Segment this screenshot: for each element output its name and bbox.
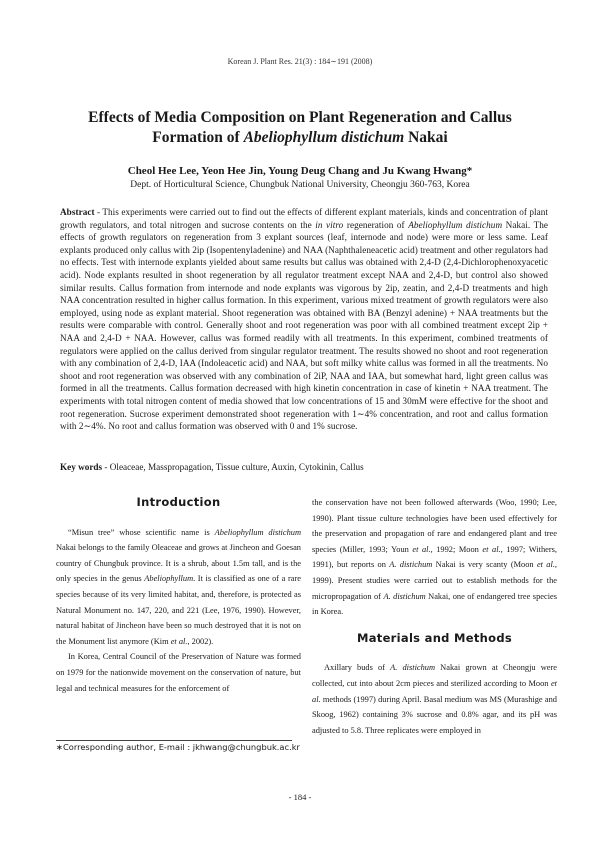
footnote-divider	[56, 740, 292, 741]
methods-text: Axillary buds of	[324, 663, 391, 673]
keywords-text: - Oleaceae, Masspropagation, Tissue culture, Auxin, Cytokinin, Callus	[102, 462, 364, 472]
intro-paragraph-2: In Korea, Central Council of the Preservation of Nature was formed on 1979 for the nationwide movement on the conservation of nature, but legal and technical measures for the enforcement of	[56, 652, 301, 693]
cont-italic: et al.	[412, 544, 431, 554]
cont-italic: A. distichum	[389, 560, 433, 570]
paper-title	[50, 108, 550, 148]
cont-text: the conservation have not been followed afterwards (Woo, 1990; Lee, 1990). Plant tissue culture technologies have been used effectively for the preservation and propagation of rare and endangered plant and tree species (Miller, 1993; Youn	[312, 498, 557, 554]
cont-text: , 1999). Present studies were carried out to establish methods for the micropropagation of	[312, 560, 558, 601]
cont-text: Nakai is very scanty (Moon	[432, 560, 537, 570]
intro-text: , 2002).	[187, 636, 214, 646]
authors: Cheol Hee Lee, Yeon Hee Jin, Young Deug Chang and Ju Kwang Hwang*	[127, 165, 473, 177]
methods-italic: A. distichum	[390, 663, 436, 673]
methods-text: methods (1997) during April. Basal medium was MS (Murashige and Skoog, 1962) containing 3% sucrose and 0.8% agar, and its pH was adjusted to 5.8. Three replicates were employed in	[312, 694, 557, 735]
abstract-italic-1: in vitro	[315, 219, 344, 230]
cont-italic: et al.	[536, 560, 555, 570]
left-column	[56, 495, 301, 696]
title-line-2-suffix: Nakai	[404, 129, 448, 146]
intro-text: . It is classified as one of a rare species because of its very limited habitat, and, therefore, is protected as Natural Monument no. 147, 220, and 221 (Lee, 1976, 1990). However, natural habitat of Jincheon have been so much destroyed that it is not on the Monument list anymore (Kim	[56, 574, 301, 646]
methods-italic: et al.	[312, 678, 557, 704]
page-number: - 184 -	[288, 792, 312, 802]
intro-text: Nakai belongs to the family Oleaceae and grows at Jincheon and Goesan country of Chungbuk province. It is a shrub, about 1.5m tall, and is the only species in the genus	[56, 543, 301, 584]
corresponding-author-footnote: ∗Corresponding author, E-mail : jkhwang@chungbuk.ac.kr	[56, 742, 300, 752]
title-line-2-prefix: Formation of	[152, 129, 244, 146]
cont-text: , 1992; Moon	[430, 544, 483, 554]
intro-text: “Misun tree” whose scientific name is	[68, 527, 215, 537]
title-species: Abeliophyllum distichum	[243, 129, 405, 146]
intro-italic: et al.	[170, 636, 188, 646]
abstract-italic-2: Abeliophyllum distichum	[408, 219, 503, 230]
abstract-text-1: - This experiments were carried out to find out the effects of different explant materials, kinds and concentration of plant growth regulators, and total nitrogen and sucrose contents on the	[60, 207, 548, 230]
cont-text: , 1997; Withers, 1991), but reports on	[312, 544, 558, 570]
abstract-text-3: Nakai. The effects of growth regulators on regeneration from 3 explant sources (leaf, internode and node) were more or less same. Leaf explants produced only callus with 2ip (Isopentenyladenine) and NAA (Naphthaleneacetic acid) treatment and other regulators had no effects. Test with internode explants yielded about same results but callus was obtained with 2,4-D (2,4-Dichlorophenoxyacetic acid). Node explants resulted in shoot regeneration by all regulator treatment except NAA and 2,4-D, but control also showed similar results. Callus formation from internode and node explants was vigorous by 2ip, zeatin, and 2,4-D treatments and high NAA concentration resulted in higher callus formation. In this experiment, various mixed treatment of growth regulators were also employed, using node as explant material. Shoot regeneration was obtained with BA (Benzyl adenine) + NAA treatments but the results were comparable with control. Generally shoot and root regeneration was poor with all combined treatment except 2ip + NAA and 2,4-D + NAA. However, callus was formed readily with all treatments. In this experiment, combined treatments of regulators were applied on the callus derived from singular regulator treatment. The results showed no shoot and root regeneration with any combination of 2,4-D, IAA (Indoleacetic acid) and NAA, but soft milky white callus was formed in all the treatments. No shoot and root regeneration was observed with any combination of 2iP, NAA and IAA, but somewhat hard, light green callus was formed in all the treatments. Callus formation decreased with high kinetin concentration in case of kinetin + NAA treatment. The experiments with total nitrogen content of media showed that low concentrations of 15 and 30mM were effective for the shoot and root regeneration. Sucrose experiment demonstrated shoot regeneration with 1∼4% concentration, and root and callus formation with 2∼4%. No root and callus formation was observed with 0 and 1% sucrose.	[60, 219, 549, 432]
cont-text: Nakai, one of endangered tree species in Korea.	[312, 591, 557, 617]
journal-reference: Korean J. Plant Res. 21(3) : 184∼191 (2008)	[227, 57, 373, 66]
right-column	[312, 495, 557, 738]
cont-italic: et al.	[482, 544, 501, 554]
methods-paragraph-1	[312, 660, 557, 738]
methods-text: Nakai grown at Cheongju were collected, cut into about 2cm pieces and sterilized according to Moon	[312, 663, 558, 688]
abstract	[60, 206, 548, 433]
introduction-heading: Introduction	[136, 495, 221, 509]
cont-italic: A. distichum	[383, 591, 426, 601]
intro-italic: Abeliophyllum	[144, 574, 194, 584]
methods-heading: Materials and Methods	[356, 630, 513, 645]
abstract-label: Abstract	[60, 207, 95, 217]
intro-paragraph-1	[56, 525, 301, 650]
title-line-1: Effects of Media Composition on Plant Regeneration and Callus	[88, 109, 512, 126]
affiliation: Dept. of Horticultural Science, Chungbuk National University, Cheongju 360-763, Korea	[130, 180, 470, 190]
keywords-label: Key words	[60, 462, 103, 472]
intro-continuation	[312, 495, 557, 620]
intro-italic: Abeliophyllum distichum	[214, 527, 301, 537]
abstract-text-2: regeneration of	[343, 219, 409, 230]
keywords	[60, 461, 548, 473]
